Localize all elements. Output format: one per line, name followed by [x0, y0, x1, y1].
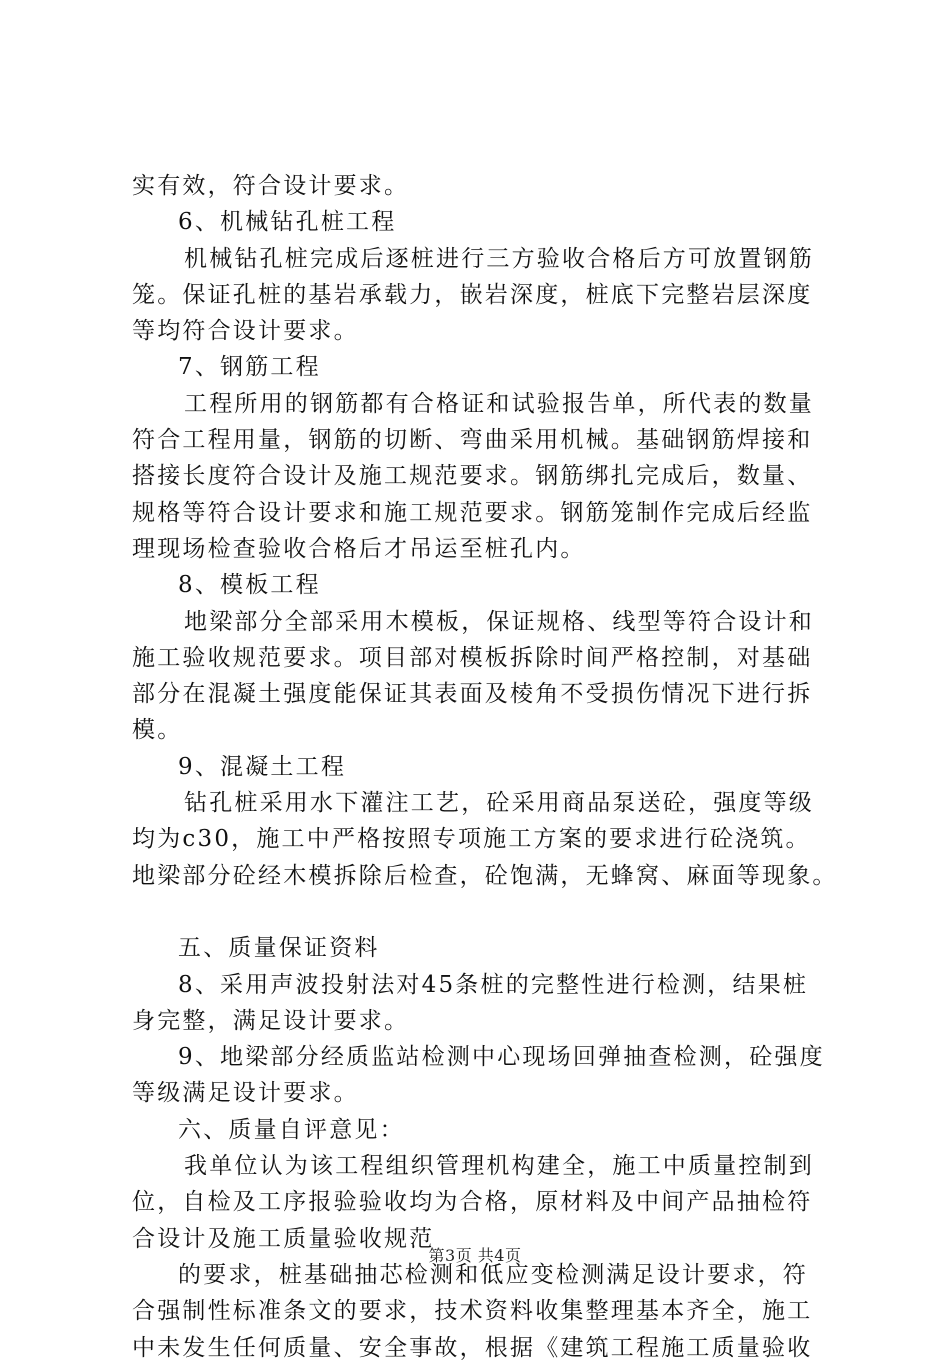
text-line: 合强制性标准条文的要求，技术资料收集整理基本齐全，施工 — [132, 1298, 813, 1325]
section-heading: 六、质量自评意见： — [178, 1116, 405, 1143]
paragraph-first-line: 机械钻孔桩完成后逐桩进行三方验收合格后方可放置钢筋 — [184, 245, 814, 272]
text-line: 均为c30，施工中严格按照专项施工方案的要求进行砼浇筑。 — [132, 826, 811, 853]
paragraph-first-line: 工程所用的钢筋都有合格证和试验报告单，所代表的数量 — [184, 390, 814, 417]
text-line: 笼。保证孔桩的基岩承载力，嵌岩深度，桩底下完整岩层深度 — [132, 281, 813, 308]
text-line: 中未发生任何质量、安全事故，根据《建筑工程施工质量验收 — [132, 1334, 813, 1361]
section-heading: 7、钢筋工程 — [178, 354, 321, 381]
text-line: 实有效，符合设计要求。 — [132, 173, 410, 199]
paragraph-first-line: 9、地梁部分经质监站检测中心现场回弹抽查检测，砼强度 — [178, 1044, 825, 1071]
text-line: 等均符合设计要求。 — [132, 318, 359, 345]
text-line: 理现场检查验收合格后才吊运至桩孔内。 — [132, 535, 586, 562]
section-heading: 9、混凝土工程 — [178, 753, 347, 780]
paragraph-first-line: 钻孔桩采用水下灌注工艺，砼采用商品泵送砼，强度等级 — [184, 790, 814, 817]
section-heading: 五、质量保证资料 — [178, 935, 380, 962]
text-line: 符合工程用量，钢筋的切断、弯曲采用机械。基础钢筋焊接和 — [132, 427, 813, 454]
paragraph-first-line: 的要求，桩基础抽芯检测和低应变检测满足设计要求，符 — [178, 1261, 808, 1288]
paragraph-first-line: 地梁部分全部采用木模板，保证规格、线型等符合设计和 — [184, 608, 814, 635]
blank-line — [132, 894, 837, 930]
text-line: 地梁部分砼经木模拆除后检查，砼饱满，无蜂窝、麻面等现象。 — [132, 862, 838, 889]
text-line: 模。 — [132, 717, 183, 744]
text-line: 部分在混凝土强度能保证其表面及棱角不受损伤情况下进行拆 — [132, 681, 813, 708]
section-heading: 8、模板工程 — [178, 572, 321, 599]
text-line: 等级满足设计要求。 — [132, 1080, 359, 1107]
text-line: 身完整，满足设计要求。 — [132, 1007, 410, 1034]
text-line: 规格等符合设计要求和施工规范要求。钢筋笼制作完成后经监 — [132, 499, 813, 526]
text-line: 位，自检及工序报验验收均为合格，原材料及中间产品抽检符 — [132, 1189, 813, 1216]
text-line: 合设计及施工质量验收规范 — [132, 1225, 435, 1252]
document-body — [132, 168, 837, 1366]
paragraph-first-line: 8、采用声波投射法对45条桩的完整性进行检测，结果桩 — [178, 971, 809, 998]
text-line: 施工验收规范要求。项目部对模板拆除时间严格控制，对基础 — [132, 644, 813, 671]
paragraph-first-line: 我单位认为该工程组织管理机构建全，施工中质量控制到 — [184, 1153, 814, 1180]
section-heading: 6、机械钻孔桩工程 — [178, 209, 397, 236]
page-number-footer: 第3页 共4页 — [428, 1246, 522, 1265]
text-line: 搭接长度符合设计及施工规范要求。钢筋绑扎完成后，数量、 — [132, 463, 813, 490]
